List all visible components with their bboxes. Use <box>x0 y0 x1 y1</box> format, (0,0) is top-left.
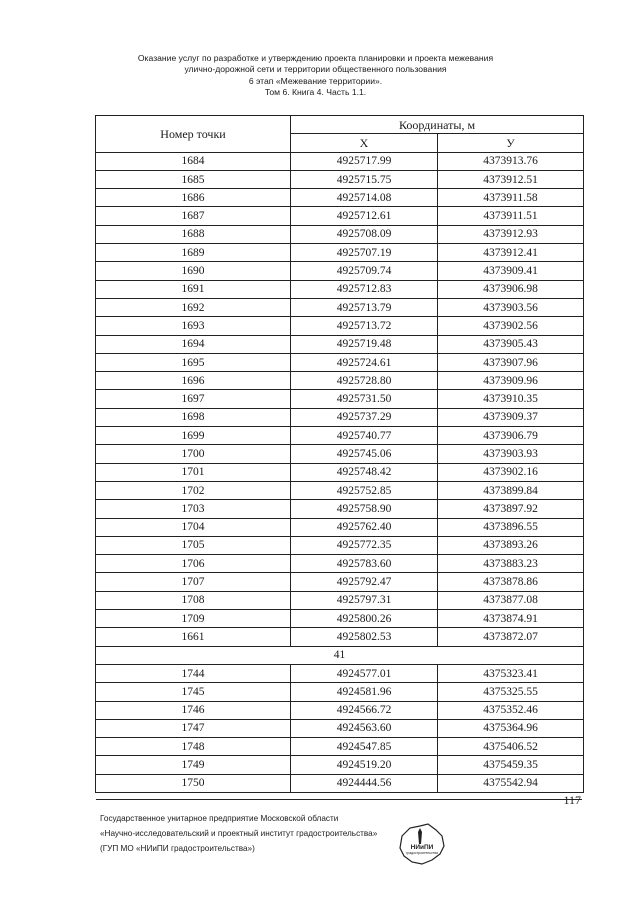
x-coordinate-cell: 4925752.85 <box>291 481 438 499</box>
y-coordinate-cell: 4375364.96 <box>438 719 584 737</box>
org-line-1: Государственное унитарное предприятие Московской области <box>100 814 339 823</box>
y-coordinate-cell: 4375542.94 <box>438 774 584 792</box>
y-coordinate-cell: 4375323.41 <box>438 664 584 682</box>
x-coordinate-cell: 4925740.77 <box>291 427 438 445</box>
table-row <box>96 610 584 628</box>
table-header-row <box>96 116 584 134</box>
y-coordinate-cell: 4373872.07 <box>438 628 584 646</box>
point-number-cell: 1688 <box>96 225 291 243</box>
table-row <box>96 445 584 463</box>
table-section <box>96 646 584 664</box>
column-header-point: Номер точки <box>96 116 291 153</box>
y-coordinate-cell: 4373906.79 <box>438 427 584 445</box>
table-row <box>96 207 584 225</box>
point-number-cell: 1744 <box>96 664 291 682</box>
point-number-cell: 1703 <box>96 500 291 518</box>
x-coordinate-cell: 4925783.60 <box>291 555 438 573</box>
point-number-cell: 1684 <box>96 152 291 170</box>
point-number-cell: 1747 <box>96 719 291 737</box>
table-row <box>96 152 584 170</box>
y-coordinate-cell: 4373877.08 <box>438 591 584 609</box>
table-row <box>96 298 584 316</box>
table-row <box>96 555 584 573</box>
x-coordinate-cell: 4924547.85 <box>291 738 438 756</box>
point-number-cell: 1702 <box>96 481 291 499</box>
point-number-cell: 1700 <box>96 445 291 463</box>
x-coordinate-cell: 4925712.83 <box>291 280 438 298</box>
x-coordinate-cell: 4925737.29 <box>291 408 438 426</box>
y-coordinate-cell: 4373906.98 <box>438 280 584 298</box>
y-coordinate-cell: 4373912.93 <box>438 225 584 243</box>
y-coordinate-cell: 4373874.91 <box>438 610 584 628</box>
point-number-cell: 1693 <box>96 317 291 335</box>
x-coordinate-cell: 4925800.26 <box>291 610 438 628</box>
x-coordinate-cell: 4924577.01 <box>291 664 438 682</box>
point-number-cell: 1697 <box>96 390 291 408</box>
point-number-cell: 1698 <box>96 408 291 426</box>
y-coordinate-cell: 4375459.35 <box>438 756 584 774</box>
point-number-cell: 1748 <box>96 738 291 756</box>
page-number: 117 <box>563 793 581 807</box>
y-coordinate-cell: 4373903.93 <box>438 445 584 463</box>
y-coordinate-cell: 4373893.26 <box>438 536 584 554</box>
organization-logo <box>396 822 448 866</box>
table-row <box>96 280 584 298</box>
point-number-cell: 1746 <box>96 701 291 719</box>
x-coordinate-cell: 4925713.79 <box>291 298 438 316</box>
table-row <box>96 317 584 335</box>
table-row <box>96 335 584 353</box>
y-coordinate-cell: 4373909.37 <box>438 408 584 426</box>
table-row <box>96 719 584 737</box>
point-number-cell: 1685 <box>96 170 291 188</box>
y-coordinate-cell: 4373883.23 <box>438 555 584 573</box>
x-coordinate-cell: 4925772.35 <box>291 536 438 554</box>
section-label: 41 <box>96 646 584 664</box>
y-coordinate-cell: 4373912.51 <box>438 170 584 188</box>
point-number-cell: 1708 <box>96 591 291 609</box>
table-row <box>96 536 584 554</box>
y-coordinate-cell: 4373896.55 <box>438 518 584 536</box>
x-coordinate-cell: 4925719.48 <box>291 335 438 353</box>
org-line-3: (ГУП МО «НИиПИ градостроительства») <box>100 844 255 853</box>
y-coordinate-cell: 4373910.35 <box>438 390 584 408</box>
x-coordinate-cell: 4924566.72 <box>291 701 438 719</box>
table-row <box>96 390 584 408</box>
x-coordinate-cell: 4925762.40 <box>291 518 438 536</box>
table-row <box>96 427 584 445</box>
x-coordinate-cell: 4925758.90 <box>291 500 438 518</box>
header-line-3: 6 этап «Межевание территории». <box>248 75 383 86</box>
point-number-cell: 1686 <box>96 189 291 207</box>
x-coordinate-cell: 4925713.72 <box>291 317 438 335</box>
header-line-4: Том 6. Книга 4. Часть 1.1. <box>264 87 367 98</box>
y-coordinate-cell: 4373911.58 <box>438 189 584 207</box>
document-header <box>0 53 631 99</box>
x-coordinate-cell: 4925731.50 <box>291 390 438 408</box>
table-row <box>96 738 584 756</box>
y-coordinate-cell: 4375325.55 <box>438 683 584 701</box>
x-coordinate-cell: 4925728.80 <box>291 372 438 390</box>
x-coordinate-cell: 4924519.20 <box>291 756 438 774</box>
x-coordinate-cell: 4925712.61 <box>291 207 438 225</box>
column-header-y: У <box>438 134 584 152</box>
y-coordinate-cell: 4373878.86 <box>438 573 584 591</box>
table-row <box>96 664 584 682</box>
table-row <box>96 353 584 371</box>
table-row <box>96 701 584 719</box>
y-coordinate-cell: 4375352.46 <box>438 701 584 719</box>
point-number-cell: 1709 <box>96 610 291 628</box>
table-row <box>96 189 584 207</box>
table-body-section <box>96 664 584 792</box>
table-row <box>96 683 584 701</box>
footer-rule <box>96 799 582 800</box>
point-number-cell: 1701 <box>96 463 291 481</box>
x-coordinate-cell: 4925745.06 <box>291 445 438 463</box>
section-row <box>96 646 584 664</box>
point-number-cell: 1695 <box>96 353 291 371</box>
x-coordinate-cell: 4925708.09 <box>291 225 438 243</box>
column-header-x: X <box>291 134 438 152</box>
x-coordinate-cell: 4925748.42 <box>291 463 438 481</box>
table-row <box>96 170 584 188</box>
table-row <box>96 481 584 499</box>
point-number-cell: 1696 <box>96 372 291 390</box>
y-coordinate-cell: 4373909.96 <box>438 372 584 390</box>
org-line-2: «Научно-исследовательский и проектный институт градостроительства» <box>100 829 378 838</box>
x-coordinate-cell: 4925802.53 <box>291 628 438 646</box>
table-row <box>96 500 584 518</box>
logo-text: НИиПИ <box>410 844 434 851</box>
table-row <box>96 408 584 426</box>
y-coordinate-cell: 4373905.43 <box>438 335 584 353</box>
point-number-cell: 1745 <box>96 683 291 701</box>
point-number-cell: 1749 <box>96 756 291 774</box>
column-header-coordinates: Координаты, м <box>291 116 584 134</box>
point-number-cell: 1661 <box>96 628 291 646</box>
x-coordinate-cell: 4925709.74 <box>291 262 438 280</box>
table-body-main <box>96 152 584 646</box>
y-coordinate-cell: 4373903.56 <box>438 298 584 316</box>
point-number-cell: 1690 <box>96 262 291 280</box>
table-row <box>96 244 584 262</box>
table-row <box>96 262 584 280</box>
table-row <box>96 774 584 792</box>
logo-subtext: градостроительства <box>406 851 438 855</box>
y-coordinate-cell: 4375406.52 <box>438 738 584 756</box>
table-row <box>96 518 584 536</box>
point-number-cell: 1699 <box>96 427 291 445</box>
y-coordinate-cell: 4373907.96 <box>438 353 584 371</box>
point-number-cell: 1704 <box>96 518 291 536</box>
point-number-cell: 1694 <box>96 335 291 353</box>
x-coordinate-cell: 4925724.61 <box>291 353 438 371</box>
organization-block <box>100 811 377 856</box>
point-number-cell: 1707 <box>96 573 291 591</box>
x-coordinate-cell: 4925717.99 <box>291 152 438 170</box>
x-coordinate-cell: 4924444.56 <box>291 774 438 792</box>
point-number-cell: 1692 <box>96 298 291 316</box>
x-coordinate-cell: 4924563.60 <box>291 719 438 737</box>
table-row <box>96 573 584 591</box>
x-coordinate-cell: 4925715.75 <box>291 170 438 188</box>
x-coordinate-cell: 4925714.08 <box>291 189 438 207</box>
y-coordinate-cell: 4373897.92 <box>438 500 584 518</box>
y-coordinate-cell: 4373902.56 <box>438 317 584 335</box>
table-row <box>96 591 584 609</box>
point-number-cell: 1706 <box>96 555 291 573</box>
coordinates-table <box>95 115 584 793</box>
header-line-1: Оказание услуг по разработке и утверждению проекта планировки и проекта межевания <box>137 53 494 63</box>
y-coordinate-cell: 4373913.76 <box>438 152 584 170</box>
y-coordinate-cell: 4373912.41 <box>438 244 584 262</box>
x-coordinate-cell: 4925792.47 <box>291 573 438 591</box>
x-coordinate-cell: 4925797.31 <box>291 591 438 609</box>
point-number-cell: 1689 <box>96 244 291 262</box>
x-coordinate-cell: 4925707.19 <box>291 244 438 262</box>
table-row <box>96 628 584 646</box>
point-number-cell: 1687 <box>96 207 291 225</box>
y-coordinate-cell: 4373899.84 <box>438 481 584 499</box>
point-number-cell: 1750 <box>96 774 291 792</box>
y-coordinate-cell: 4373902.16 <box>438 463 584 481</box>
table-row <box>96 756 584 774</box>
point-number-cell: 1705 <box>96 536 291 554</box>
point-number-cell: 1691 <box>96 280 291 298</box>
table-row <box>96 372 584 390</box>
y-coordinate-cell: 4373909.41 <box>438 262 584 280</box>
header-line-2: улично-дорожной сети и территории общественного пользования <box>184 64 447 75</box>
table-row <box>96 463 584 481</box>
y-coordinate-cell: 4373911.51 <box>438 207 584 225</box>
x-coordinate-cell: 4924581.96 <box>291 683 438 701</box>
table-row <box>96 225 584 243</box>
